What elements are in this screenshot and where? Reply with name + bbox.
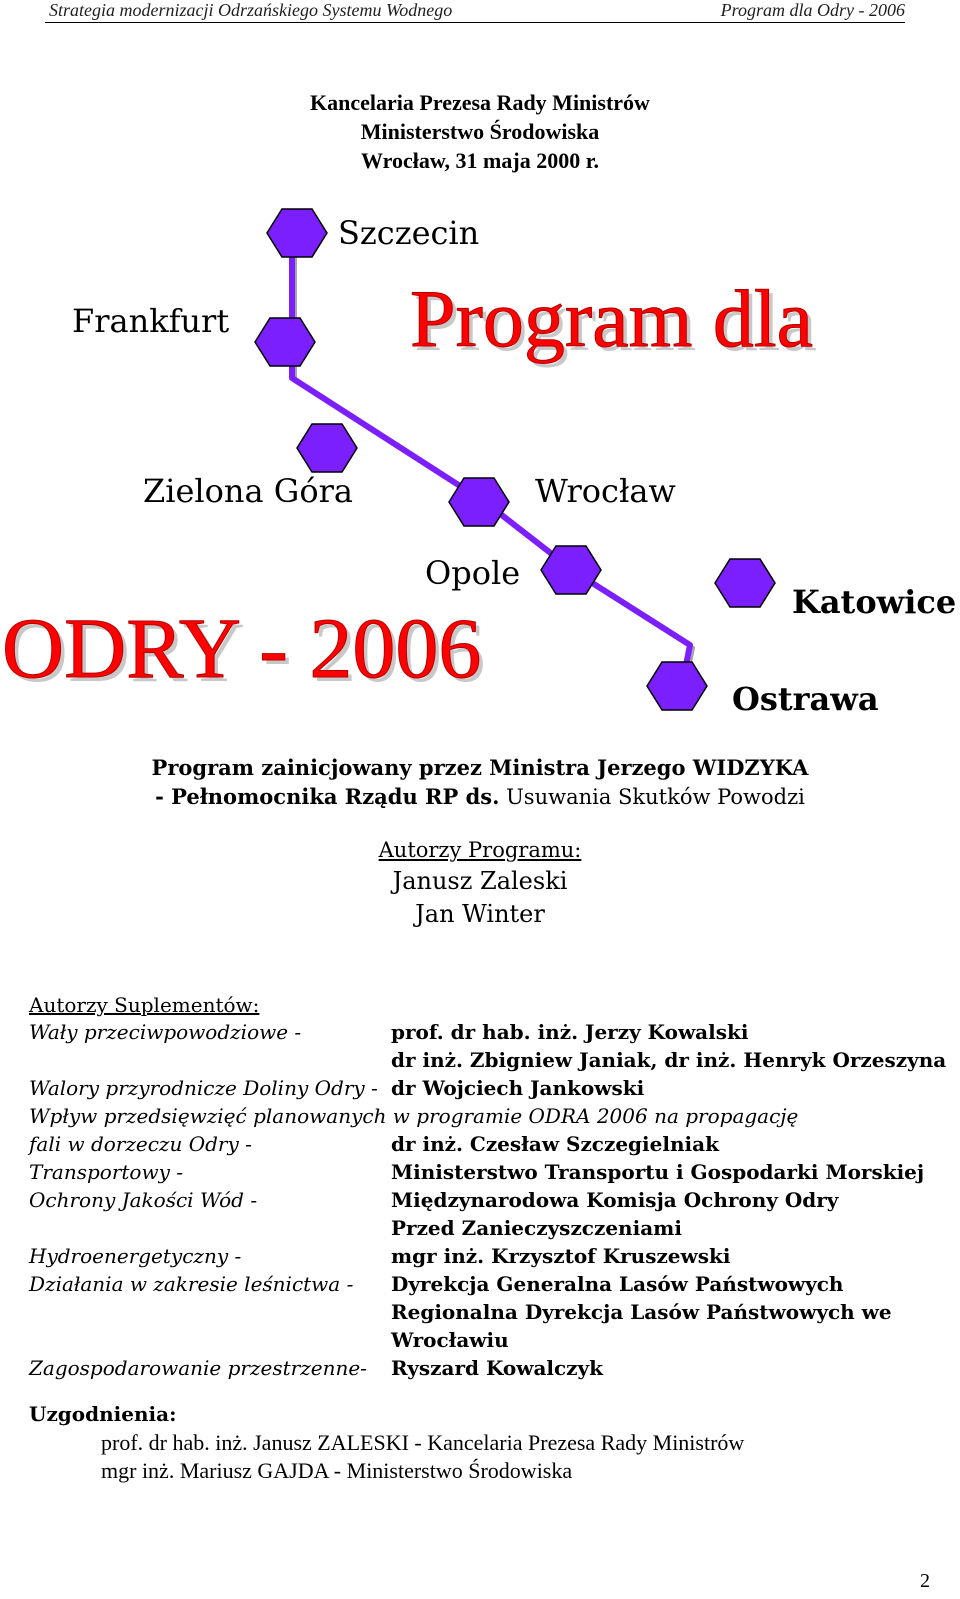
supplements-title-wrap: [29, 991, 259, 1020]
agreements-title: Uzgodnienia:: [29, 1402, 177, 1426]
node-frankfurt: [255, 318, 315, 366]
page-number: 2: [920, 1570, 930, 1592]
issuer-line: Kancelaria Prezesa Rady Ministrów: [310, 90, 650, 115]
title-odry-2006: ODRY - 2006: [2, 600, 482, 696]
program-initiator: Program zainicjowany przez Ministra Jerzego WIDZYKA: [151, 755, 809, 780]
city-label-frankfurt: Frankfurt: [72, 302, 230, 340]
agreement-line: mgr inż. Mariusz GAJDA - Ministerstwo Środowiska: [101, 1458, 573, 1483]
agreements: [29, 1400, 744, 1485]
node-zielona-gora: [297, 424, 357, 472]
city-label-zielona-gora: Zielona Góra: [143, 472, 353, 510]
city-label-wroclaw: Wrocław: [535, 472, 676, 510]
author-name: Janusz Zaleski: [392, 867, 568, 895]
node-katowice: [715, 559, 775, 607]
title-program-dla: Program dla: [410, 273, 814, 364]
city-label-szczecin: Szczecin: [338, 214, 480, 252]
node-ostrawa: [647, 662, 707, 710]
header-right: Program dla Odry - 2006: [720, 0, 905, 20]
author-name: Jan Winter: [415, 900, 545, 928]
program-info: [0, 753, 960, 812]
city-label-opole: Opole: [425, 554, 521, 592]
city-label-ostrawa: Ostrawa: [732, 680, 879, 718]
program-authors-title: Autorzy Programu:: [378, 838, 582, 862]
supplements-title: Autorzy Suplementów:: [29, 993, 260, 1017]
issuer-line: Ministerstwo Środowiska: [360, 119, 600, 144]
date-line: Wrocław, 31 maja 2000 r.: [361, 148, 599, 173]
agreement-line: prof. dr hab. inż. Janusz ZALESKI - Kancelaria Prezesa Rady Ministrów: [101, 1430, 745, 1455]
program-plenipotentiary: - Pełnomocnika Rządu RP ds. Usuwania Skutków Powodzi: [155, 784, 805, 809]
header-left: Strategia modernizacji Odrzańskiego Systemu Wodnego: [49, 0, 453, 20]
node-szczecin: [267, 209, 327, 257]
city-label-katowice: Katowice: [792, 583, 957, 621]
program-authors: [0, 836, 960, 931]
